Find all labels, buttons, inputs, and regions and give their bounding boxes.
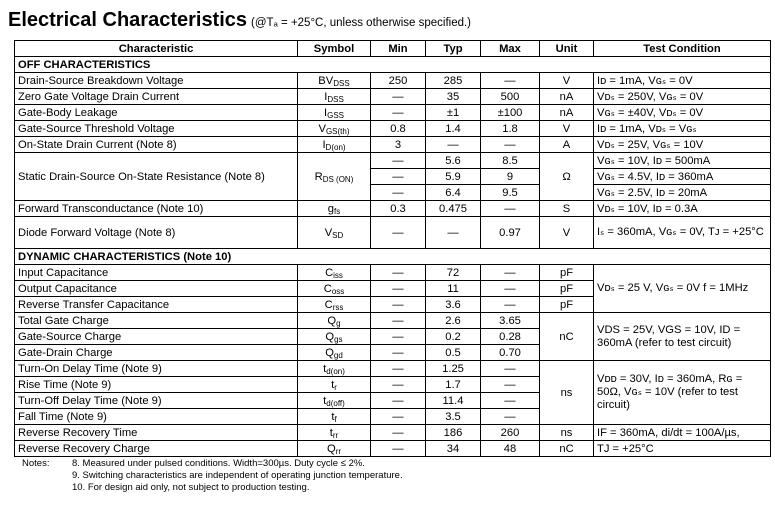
param-unit: V [540, 73, 594, 89]
param-typ: 1.25 [426, 361, 481, 377]
section-label: OFF CHARACTERISTICS [15, 57, 771, 73]
param-name: Drain-Source Breakdown Voltage [15, 73, 298, 89]
param-condition: TJ = +25°C [594, 441, 771, 457]
title-condition: (@Tₐ = +25°C, unless otherwise specified.) [251, 17, 472, 29]
param-min: 3 [371, 137, 426, 153]
param-name: Static Drain-Source On-State Resistance (Note 8) [15, 153, 298, 201]
table-row [15, 137, 771, 153]
col-unit: Unit [540, 41, 594, 57]
param-symbol: $I_{DSS}$ [298, 89, 371, 105]
param-name: Zero Gate Voltage Drain Current [15, 89, 298, 105]
param-max: — [481, 361, 540, 377]
col-max: Max [481, 41, 540, 57]
param-symbol: $V_{SD}$ [298, 217, 371, 249]
param-max: 3.65 [481, 313, 540, 329]
header-row [15, 41, 771, 57]
param-symbol: $C_{oss}$ [298, 281, 371, 297]
param-unit: nC [540, 313, 594, 361]
param-min: — [371, 169, 426, 185]
param-condition: Vᴅₛ = 25 V, Vɢₛ = 0V f = 1MHz [594, 265, 771, 313]
param-max: ±100 [481, 105, 540, 121]
param-max: — [481, 281, 540, 297]
param-symbol: $t_f$ [298, 409, 371, 425]
param-name: Reverse Transfer Capacitance [15, 297, 298, 313]
param-name: Turn-On Delay Time (Note 9) [15, 361, 298, 377]
param-max: — [481, 409, 540, 425]
param-min: 0.8 [371, 121, 426, 137]
note-10: 10. For design aid only, not subject to production testing. [72, 482, 310, 493]
param-max: 500 [481, 89, 540, 105]
param-name: Fall Time (Note 9) [15, 409, 298, 425]
col-min: Min [371, 41, 426, 57]
param-unit: pF [540, 297, 594, 313]
param-min: — [371, 185, 426, 201]
param-max: 0.97 [481, 217, 540, 249]
param-name: Reverse Recovery Time [15, 425, 298, 441]
param-name: Rise Time (Note 9) [15, 377, 298, 393]
param-symbol: $I_{D(on)}$ [298, 137, 371, 153]
param-condition: Vᴅₛ = 250V, Vɢₛ = 0V [594, 89, 771, 105]
table-row [15, 361, 771, 377]
param-max: 260 [481, 425, 540, 441]
param-symbol: $t_{rr}$ [298, 425, 371, 441]
param-min: — [371, 441, 426, 457]
param-min: — [371, 329, 426, 345]
param-name: Turn-Off Delay Time (Note 9) [15, 393, 298, 409]
param-max: 9.5 [481, 185, 540, 201]
param-symbol: $R_{DS (ON)}$ [298, 153, 371, 201]
param-symbol: $I_{GSS}$ [298, 105, 371, 121]
table-row [15, 73, 771, 89]
table-row [15, 441, 771, 457]
param-symbol: $Q_{rr}$ [298, 441, 371, 457]
param-name: Gate-Body Leakage [15, 105, 298, 121]
param-symbol: $BV_{DSS}$ [298, 73, 371, 89]
param-symbol: $Q_{gs}$ [298, 329, 371, 345]
param-min: — [371, 393, 426, 409]
param-typ: 11 [426, 281, 481, 297]
param-name: Input Capacitance [15, 265, 298, 281]
param-unit: S [540, 201, 594, 217]
param-condition: Vᴅᴅ = 30V, Iᴅ = 360mA, Rɢ = 50Ω, Vɢₛ = 10V (refer to test circuit) [594, 361, 771, 425]
param-typ: 5.6 [426, 153, 481, 169]
note-9: 9. Switching characteristics are independent of operating junction temperature. [72, 470, 403, 481]
param-name: Gate-Source Charge [15, 329, 298, 345]
param-symbol: $V_{GS(th)}$ [298, 121, 371, 137]
param-max: 0.28 [481, 329, 540, 345]
param-unit: pF [540, 281, 594, 297]
param-name: Forward Transconductance (Note 10) [15, 201, 298, 217]
param-name: Reverse Recovery Charge [15, 441, 298, 457]
table-row [15, 425, 771, 441]
param-max: 1.8 [481, 121, 540, 137]
param-min: 250 [371, 73, 426, 89]
param-condition: Vɢₛ = ±40V, Vᴅₛ = 0V [594, 105, 771, 121]
param-typ: — [426, 137, 481, 153]
section-row-dynamic [15, 249, 771, 265]
param-typ: 1.7 [426, 377, 481, 393]
param-typ: 35 [426, 89, 481, 105]
param-typ: 5.9 [426, 169, 481, 185]
param-typ: 3.5 [426, 409, 481, 425]
param-name: Gate-Drain Charge [15, 345, 298, 361]
param-condition: Vɢₛ = 4.5V, Iᴅ = 360mA [594, 169, 771, 185]
param-unit: Ω [540, 153, 594, 201]
param-typ: 11.4 [426, 393, 481, 409]
section-title [8, 9, 471, 32]
param-min: — [371, 105, 426, 121]
param-typ: 0.475 [426, 201, 481, 217]
param-min: — [371, 281, 426, 297]
param-condition: Iᴅ = 1mA, Vɢₛ = 0V [594, 73, 771, 89]
param-max: 9 [481, 169, 540, 185]
param-max: — [481, 377, 540, 393]
param-min: — [371, 217, 426, 249]
table-row [15, 313, 771, 329]
footnotes [22, 458, 403, 494]
param-symbol: $Q_g$ [298, 313, 371, 329]
param-min: — [371, 361, 426, 377]
param-typ: 72 [426, 265, 481, 281]
param-min: — [371, 313, 426, 329]
section-label: DYNAMIC CHARACTERISTICS (Note 10) [15, 249, 771, 265]
param-typ: 34 [426, 441, 481, 457]
param-typ: 2.6 [426, 313, 481, 329]
param-unit: nA [540, 105, 594, 121]
param-max: 8.5 [481, 153, 540, 169]
notes-label: Notes: [22, 458, 50, 469]
param-symbol: $t_{d(off)}$ [298, 393, 371, 409]
param-unit: pF [540, 265, 594, 281]
param-typ: ±1 [426, 105, 481, 121]
table-row [15, 105, 771, 121]
table-row [15, 89, 771, 105]
col-characteristic: Characteristic [15, 41, 298, 57]
param-typ: — [426, 217, 481, 249]
param-name: Total Gate Charge [15, 313, 298, 329]
param-name: Diode Forward Voltage (Note 8) [15, 217, 298, 249]
param-min: 0.3 [371, 201, 426, 217]
col-typ: Typ [426, 41, 481, 57]
param-symbol: $t_{d(on)}$ [298, 361, 371, 377]
param-condition: Iᴅ = 1mA, Vᴅₛ = Vɢₛ [594, 121, 771, 137]
param-max: 48 [481, 441, 540, 457]
param-symbol: $g_{fs}$ [298, 201, 371, 217]
param-max: — [481, 265, 540, 281]
param-typ: 0.2 [426, 329, 481, 345]
param-unit: ns [540, 361, 594, 425]
param-min: — [371, 425, 426, 441]
col-symbol: Symbol [298, 41, 371, 57]
param-unit: ns [540, 425, 594, 441]
param-name: Output Capacitance [15, 281, 298, 297]
param-typ: 3.6 [426, 297, 481, 313]
param-unit: A [540, 137, 594, 153]
param-name: Gate-Source Threshold Voltage [15, 121, 298, 137]
param-max: — [481, 137, 540, 153]
col-test-condition: Test Condition [594, 41, 771, 57]
param-condition: Vᴅₛ = 25V, Vɢₛ = 10V [594, 137, 771, 153]
param-condition: Vɢₛ = 10V, Iᴅ = 500mA [594, 153, 771, 169]
param-condition: VDS = 25V, VGS = 10V, ID = 360mA (refer to test circuit) [594, 313, 771, 361]
param-min: — [371, 377, 426, 393]
param-condition: Vᴅₛ = 10V, Iᴅ = 0.3A [594, 201, 771, 217]
note-8: 8. Measured under pulsed conditions. Width=300µs. Duty cycle ≤ 2%. [72, 458, 365, 469]
param-max: — [481, 393, 540, 409]
param-unit: nA [540, 89, 594, 105]
param-min: — [371, 265, 426, 281]
param-max: 0.70 [481, 345, 540, 361]
param-max: — [481, 297, 540, 313]
param-min: — [371, 89, 426, 105]
table-row [15, 153, 771, 169]
param-typ: 6.4 [426, 185, 481, 201]
param-symbol: $Q_{gd}$ [298, 345, 371, 361]
param-condition: IF = 360mA, di/dt = 100A/µs, [594, 425, 771, 441]
param-condition: Iₛ = 360mA, Vɢₛ = 0V, Tᴊ = +25°C [594, 217, 771, 249]
param-symbol: $t_r$ [298, 377, 371, 393]
param-symbol: $C_{iss}$ [298, 265, 371, 281]
param-max: — [481, 73, 540, 89]
param-unit: V [540, 217, 594, 249]
table-row [15, 201, 771, 217]
param-unit: V [540, 121, 594, 137]
param-min: — [371, 345, 426, 361]
param-typ: 0.5 [426, 345, 481, 361]
param-typ: 1.4 [426, 121, 481, 137]
param-symbol: $C_{rss}$ [298, 297, 371, 313]
table-row [15, 121, 771, 137]
param-typ: 186 [426, 425, 481, 441]
param-typ: 285 [426, 73, 481, 89]
page-title: Electrical Characteristics [8, 9, 248, 31]
param-unit: nC [540, 441, 594, 457]
electrical-characteristics-table [14, 40, 771, 457]
param-min: — [371, 153, 426, 169]
param-name: On-State Drain Current (Note 8) [15, 137, 298, 153]
param-max: — [481, 201, 540, 217]
param-condition: Vɢₛ = 2.5V, Iᴅ = 20mA [594, 185, 771, 201]
table-row [15, 217, 771, 249]
param-min: — [371, 409, 426, 425]
section-row-off [15, 57, 771, 73]
param-min: — [371, 297, 426, 313]
table-row [15, 265, 771, 281]
